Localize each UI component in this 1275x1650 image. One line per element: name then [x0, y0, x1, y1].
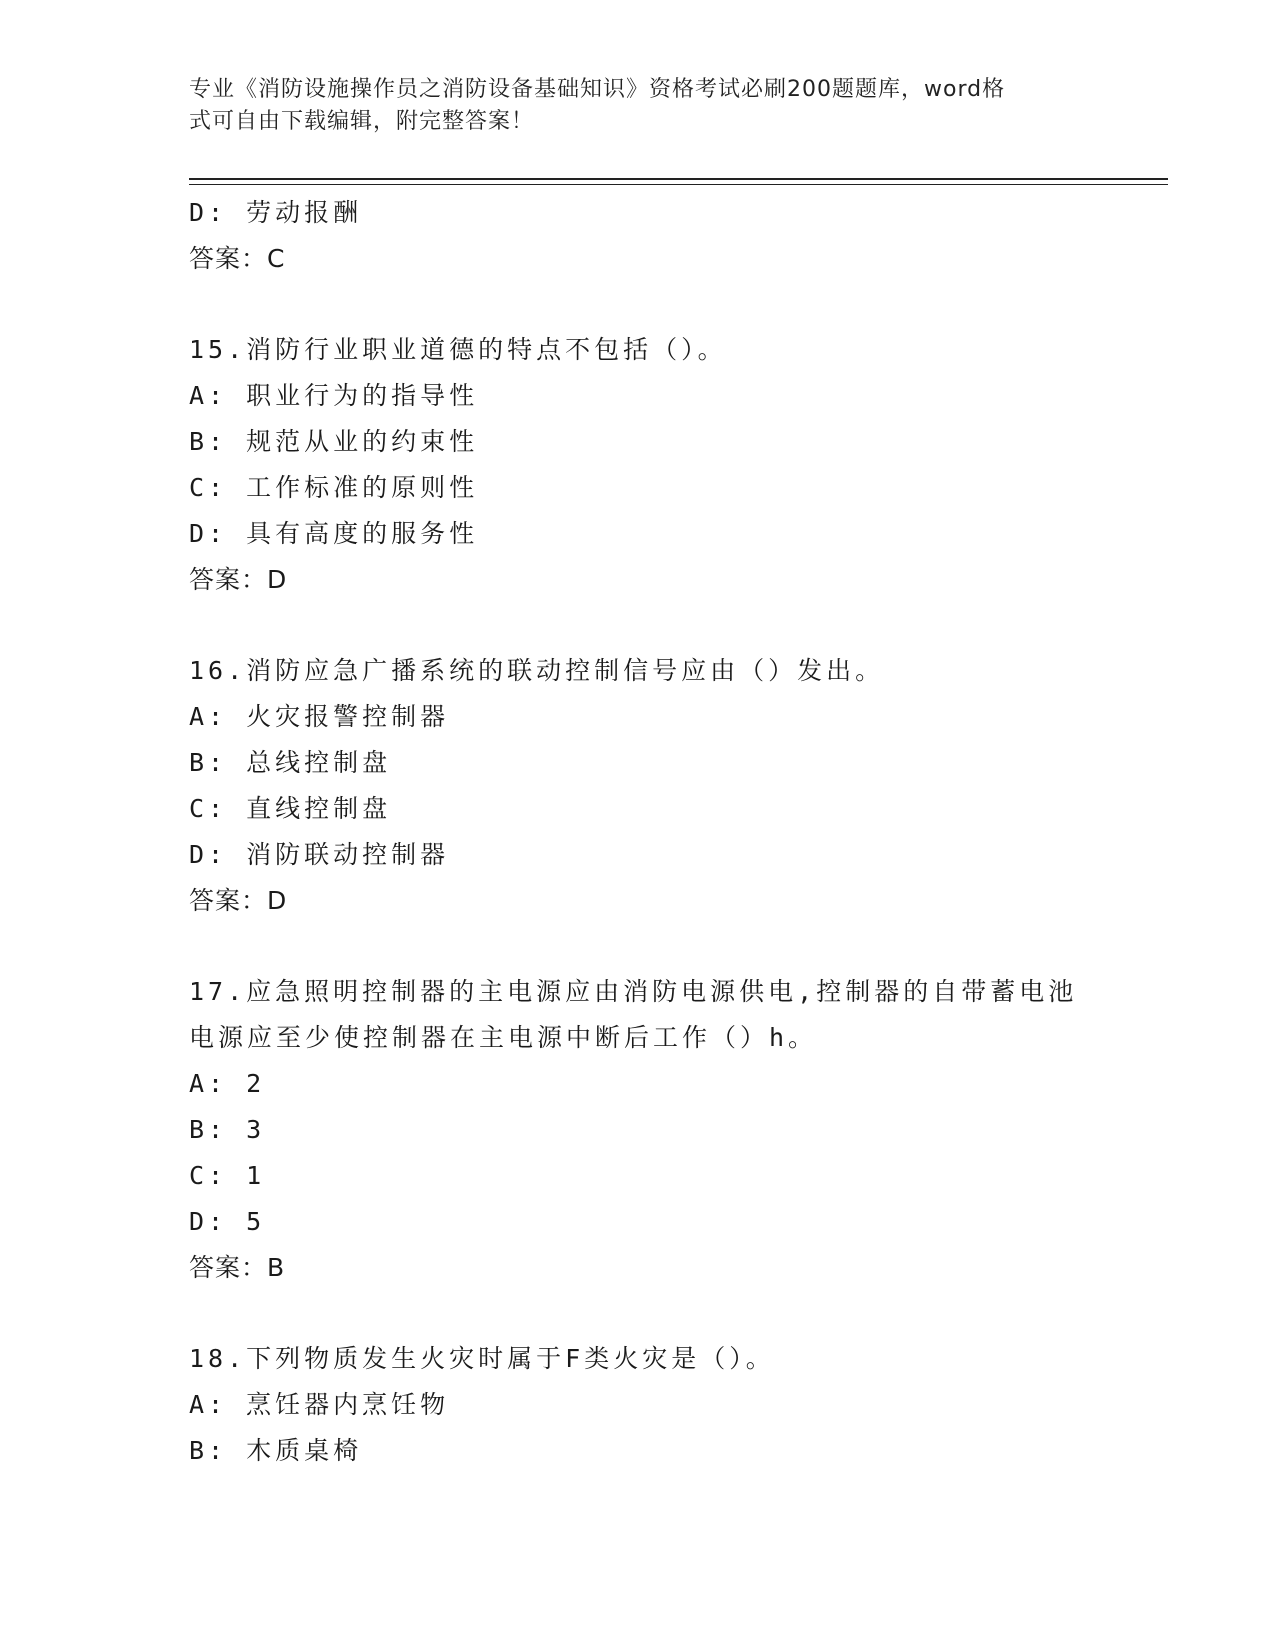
question-block-17 — [189, 969, 1129, 1291]
option-b: B: 木质桌椅 — [189, 1436, 363, 1465]
option-c: C: 工作标准的原则性 — [189, 473, 479, 502]
option-b: B: 3 — [189, 1115, 266, 1144]
question-block-18 — [189, 1336, 1129, 1474]
question-stem-line-1: 17.应急照明控制器的主电源应由消防电源供电,控制器的自带蓄电池 — [189, 977, 1078, 1006]
spacer — [189, 924, 1129, 969]
question-stem-line-2: 电源应至少使控制器在主电源中断后工作（）h。 — [189, 1023, 818, 1052]
question-stem: 18.下列物质发生火灾时属于F类火灾是（）。 — [189, 1344, 775, 1373]
question-block-16 — [189, 648, 1129, 924]
option-b: B: 规范从业的约束性 — [189, 427, 479, 456]
question-block-prev — [189, 190, 1129, 282]
option-c: C: 1 — [189, 1161, 266, 1190]
answer-line: 答案：D — [189, 565, 288, 594]
spacer — [189, 603, 1129, 648]
option-c: C: 直线控制盘 — [189, 794, 392, 823]
option-a: A: 烹饪器内烹饪物 — [189, 1390, 450, 1419]
document-header — [189, 74, 1089, 138]
spacer — [189, 282, 1129, 327]
answer-line: 答案：B — [189, 1253, 286, 1282]
header-divider-thin — [189, 184, 1168, 185]
option-d: D: 消防联动控制器 — [189, 840, 450, 869]
question-stem: 15.消防行业职业道德的特点不包括（）。 — [189, 335, 727, 364]
spacer — [189, 1291, 1129, 1336]
option-b: B: 总线控制盘 — [189, 748, 392, 777]
answer-line: 答案：C — [189, 244, 286, 273]
question-content — [189, 190, 1129, 1474]
header-line-2: 式可自由下载编辑，附完整答案！ — [189, 109, 535, 134]
question-stem: 16.消防应急广播系统的联动控制信号应由（）发出。 — [189, 656, 885, 685]
option-d: D: 具有高度的服务性 — [189, 519, 479, 548]
option-d: D: 5 — [189, 1207, 266, 1236]
option-a: A: 职业行为的指导性 — [189, 381, 479, 410]
header-line-1: 专业《消防设施操作员之消防设备基础知识》资格考试必刷200题题库，word格 — [189, 77, 1006, 102]
header-divider-thick — [189, 178, 1168, 180]
answer-line: 答案：D — [189, 886, 288, 915]
option-d: D: 劳动报酬 — [189, 198, 363, 227]
option-a: A: 2 — [189, 1069, 266, 1098]
question-block-15 — [189, 327, 1129, 603]
option-a: A: 火灾报警控制器 — [189, 702, 450, 731]
